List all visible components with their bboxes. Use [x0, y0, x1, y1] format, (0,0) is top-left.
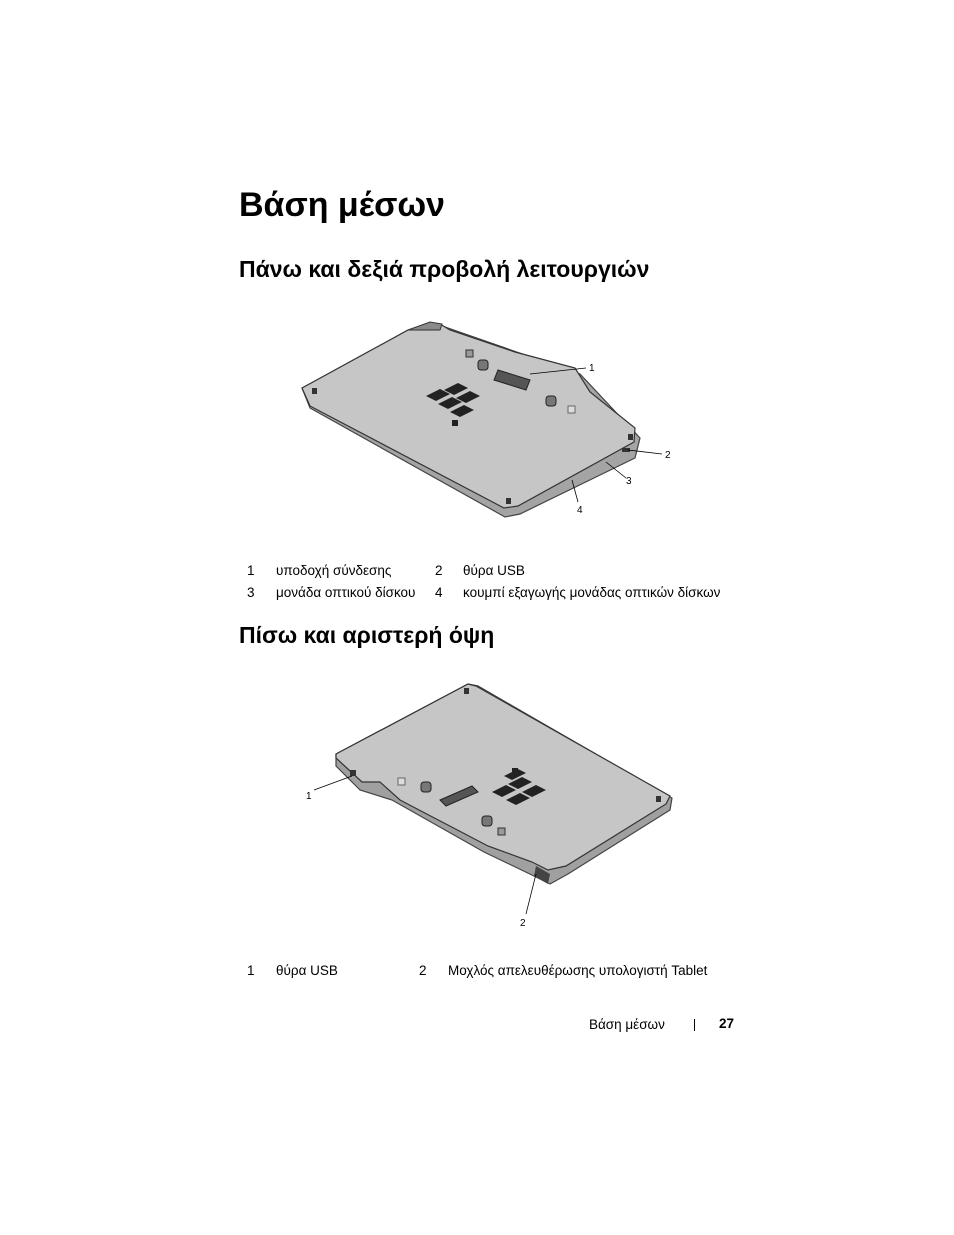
- legend-num: 1: [247, 563, 255, 578]
- legend-text: υποδοχή σύνδεσης: [276, 563, 392, 578]
- legend-num: 3: [247, 585, 255, 600]
- legend-num: 4: [435, 585, 443, 600]
- footer-section-name: Βάση μέσων: [589, 1017, 665, 1032]
- footer-separator: [694, 1019, 695, 1031]
- media-base-back-left-figure: [300, 678, 690, 938]
- callout-3: 3: [626, 476, 632, 487]
- legend-num: 2: [435, 563, 443, 578]
- media-base-top-right-figure: [290, 310, 690, 530]
- section-heading-top-right-view: Πάνω και δεξιά προβολή λειτουργιών: [239, 256, 650, 282]
- section-heading-back-left-view: Πίσω και αριστερή όψη: [239, 622, 495, 648]
- legend-num: 2: [419, 963, 427, 978]
- callout-2: 2: [520, 918, 526, 929]
- legend-num: 1: [247, 963, 255, 978]
- page-title: Βάση μέσων: [239, 186, 445, 224]
- legend-text: κουμπί εξαγωγής μονάδας οπτικών δίσκων: [463, 585, 721, 600]
- legend-text: μονάδα οπτικού δίσκου: [276, 585, 416, 600]
- legend-text: θύρα USB: [463, 563, 525, 578]
- legend-text: Μοχλός απελευθέρωσης υπολογιστή Tablet: [448, 963, 708, 978]
- page-number: 27: [719, 1016, 735, 1031]
- callout-1: 1: [306, 791, 312, 802]
- callout-1: 1: [589, 363, 595, 374]
- callout-2: 2: [665, 450, 671, 461]
- callout-4: 4: [577, 505, 583, 516]
- legend-text: θύρα USB: [276, 963, 338, 978]
